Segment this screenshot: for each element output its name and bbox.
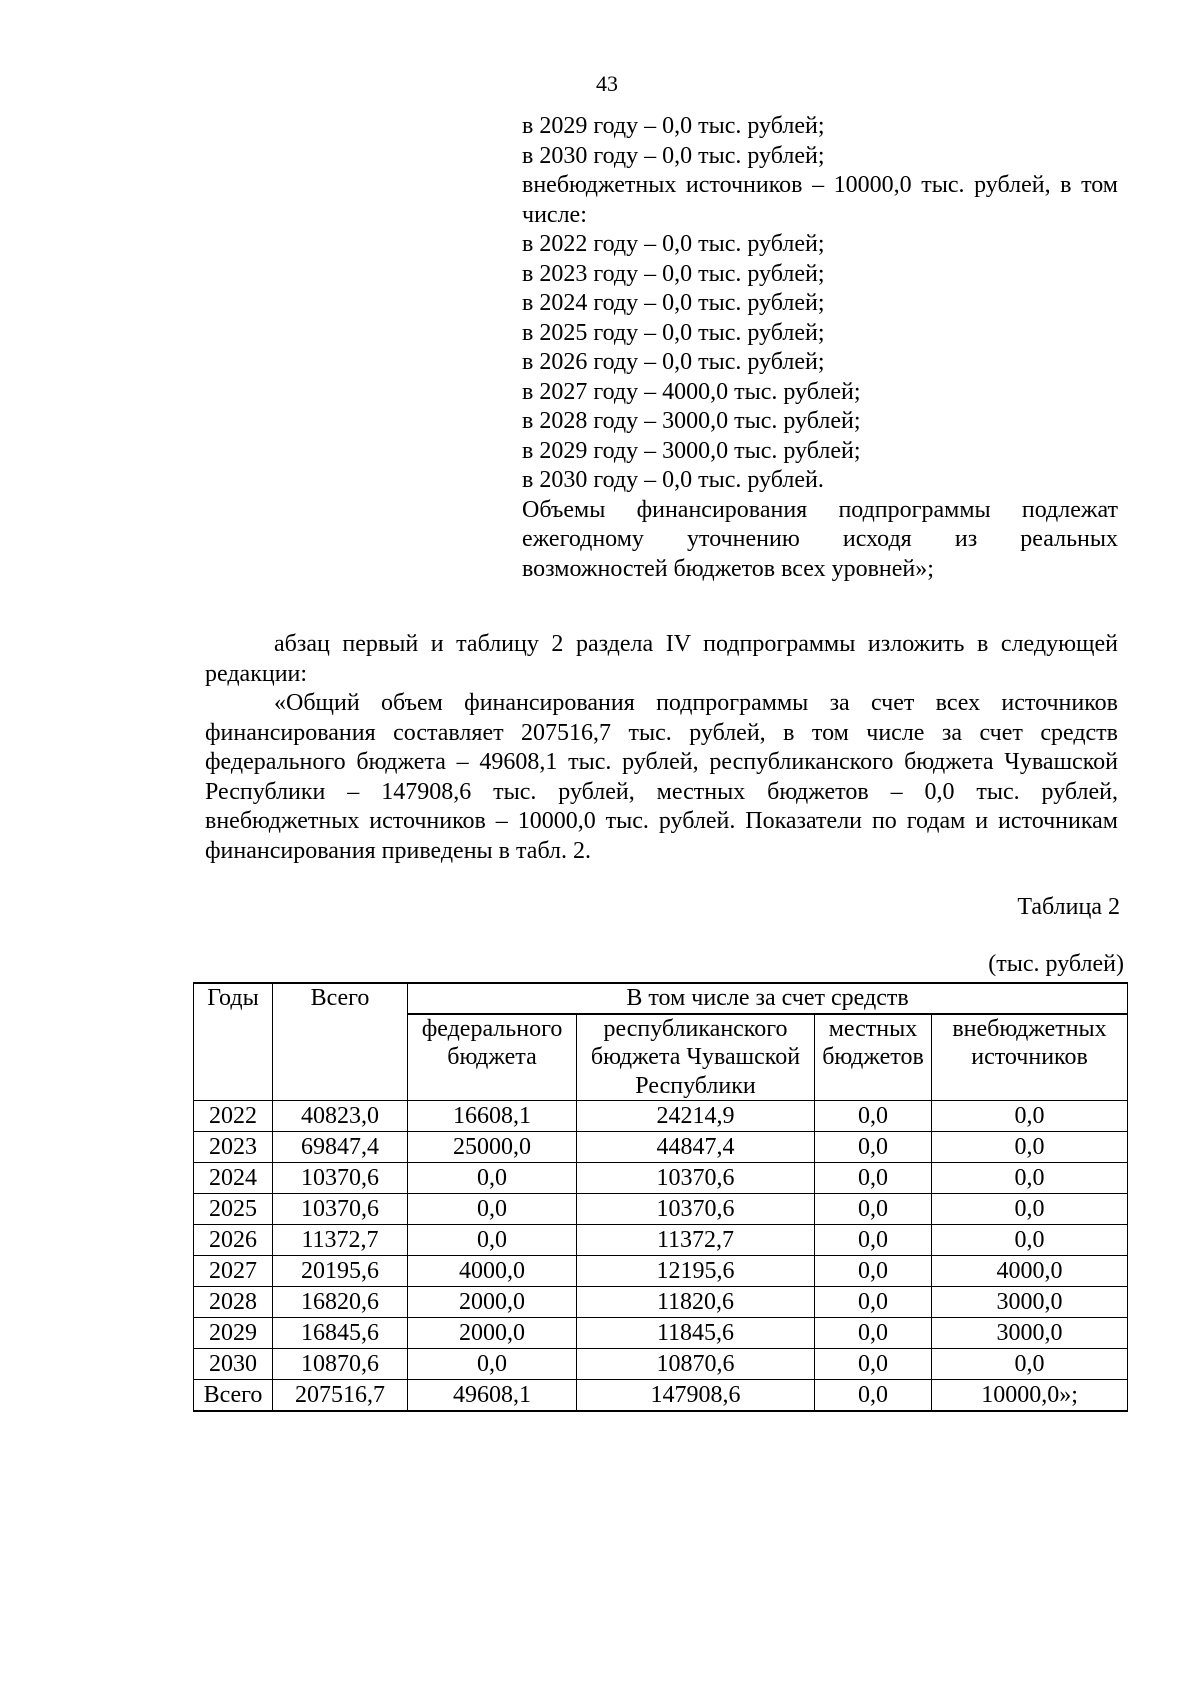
cell-federal: 49608,1 xyxy=(408,1380,577,1412)
cell-extra: 0,0 xyxy=(932,1225,1128,1256)
cell-federal: 4000,0 xyxy=(408,1256,577,1287)
header-total: Всего xyxy=(273,983,408,1101)
cell-republic: 10370,6 xyxy=(577,1194,815,1225)
cell-extra: 3000,0 xyxy=(932,1287,1128,1318)
cell-local: 0,0 xyxy=(815,1256,932,1287)
cell-federal: 2000,0 xyxy=(408,1287,577,1318)
cell-total: 11372,7 xyxy=(273,1225,408,1256)
text-line: в 2029 году – 0,0 тыс. рублей; xyxy=(522,113,825,139)
table-row xyxy=(194,1163,1128,1194)
cell-federal: 0,0 xyxy=(408,1163,577,1194)
cell-total: 10370,6 xyxy=(273,1163,408,1194)
cell-year: 2025 xyxy=(194,1194,273,1225)
cell-year: 2026 xyxy=(194,1225,273,1256)
cell-local: 0,0 xyxy=(815,1287,932,1318)
table-label: Таблица 2 xyxy=(1017,894,1120,920)
cell-local: 0,0 xyxy=(815,1194,932,1225)
year-line: в 2025 году – 0,0 тыс. рублей; xyxy=(522,319,825,346)
cell-total: 40823,0 xyxy=(273,1101,408,1132)
cell-federal: 25000,0 xyxy=(408,1132,577,1163)
year-line: в 2027 году – 4000,0 тыс. рублей; xyxy=(522,378,861,405)
cell-total: 207516,7 xyxy=(273,1380,408,1412)
paragraph-total-funding: «Общий объем финансирования подпрограммы за счет всех источников финансирования составляет 207516,7 тыс. рублей, в том числе за счет средств федерального бюджета – 49608,1 тыс. рублей, республиканского бюджета Чувашской Республики – 147908,6 тыс. рублей, местных бюджетов – 0,0 тыс. рублей, внебюджетных источников – 10000,0 тыс. рублей. Показатели по годам и источникам финансирования приведены в табл. 2. xyxy=(205,690,1118,864)
header-group: В том числе за счет средств xyxy=(408,983,1128,1014)
header-federal: федерального бюджета xyxy=(408,1014,577,1101)
cell-year: 2023 xyxy=(194,1132,273,1163)
cell-republic: 44847,4 xyxy=(577,1132,815,1163)
cell-year: 2027 xyxy=(194,1256,273,1287)
text-line: в 2030 году – 0,0 тыс. рублей; xyxy=(522,142,825,169)
cell-year: 2029 xyxy=(194,1318,273,1349)
table-row xyxy=(194,1225,1128,1256)
table-row xyxy=(194,1132,1128,1163)
cell-total: 16845,6 xyxy=(273,1318,408,1349)
year-line: в 2026 году – 0,0 тыс. рублей; xyxy=(522,349,825,375)
cell-total: 10370,6 xyxy=(273,1194,408,1225)
cell-republic: 10870,6 xyxy=(577,1349,815,1380)
cell-federal: 2000,0 xyxy=(408,1318,577,1349)
cell-federal: 0,0 xyxy=(408,1194,577,1225)
cell-total: 69847,4 xyxy=(273,1132,408,1163)
units-label: (тыс. рублей) xyxy=(988,951,1124,977)
cell-extra: 0,0 xyxy=(932,1349,1128,1380)
cell-federal: 0,0 xyxy=(408,1225,577,1256)
cell-total: 16820,6 xyxy=(273,1287,408,1318)
cell-republic: 11845,6 xyxy=(577,1318,815,1349)
year-line: в 2023 году – 0,0 тыс. рублей; xyxy=(522,260,825,287)
funding-table xyxy=(193,982,1128,1412)
cell-year: 2024 xyxy=(194,1163,273,1194)
right-column-text xyxy=(522,112,1118,584)
cell-extra: 3000,0 xyxy=(932,1318,1128,1349)
cell-federal: 16608,1 xyxy=(408,1101,577,1132)
cell-year: 2022 xyxy=(194,1101,273,1132)
cell-extra: 10000,0»; xyxy=(932,1380,1128,1412)
cell-local: 0,0 xyxy=(815,1349,932,1380)
closing-paragraph: Объемы финансирования подпрограммы подлежат ежегодному уточнению исходя из реальных возможностей бюджетов всех уровней»; xyxy=(522,496,1118,582)
year-line: в 2028 году – 3000,0 тыс. рублей; xyxy=(522,408,861,434)
year-line: в 2024 году – 0,0 тыс. рублей; xyxy=(522,290,825,316)
cell-republic: 11820,6 xyxy=(577,1287,815,1318)
table-row-total xyxy=(194,1380,1128,1412)
page-number: 43 xyxy=(596,71,618,96)
table-row xyxy=(194,1194,1128,1225)
cell-republic: 10370,6 xyxy=(577,1163,815,1194)
extrabudget-intro: внебюджетных источников – 10000,0 тыс. рублей, в том числе: xyxy=(522,172,1118,228)
year-line: в 2030 году – 0,0 тыс. рублей. xyxy=(522,467,824,493)
year-line: в 2029 году – 3000,0 тыс. рублей; xyxy=(522,437,861,464)
cell-local: 0,0 xyxy=(815,1132,932,1163)
header-years: Годы xyxy=(194,983,273,1101)
table-row xyxy=(194,1287,1128,1318)
table-row xyxy=(194,1256,1128,1287)
cell-year: 2028 xyxy=(194,1287,273,1318)
cell-extra: 0,0 xyxy=(932,1194,1128,1225)
cell-total: 10870,6 xyxy=(273,1349,408,1380)
header-extra: внебюджетных источников xyxy=(932,1014,1128,1101)
cell-local: 0,0 xyxy=(815,1225,932,1256)
year-line: в 2022 году – 0,0 тыс. рублей; xyxy=(522,231,825,257)
cell-republic: 147908,6 xyxy=(577,1380,815,1412)
table-row xyxy=(194,1101,1128,1132)
cell-year: 2030 xyxy=(194,1349,273,1380)
cell-local: 0,0 xyxy=(815,1101,932,1132)
cell-local: 0,0 xyxy=(815,1163,932,1194)
cell-republic: 12195,6 xyxy=(577,1256,815,1287)
cell-extra: 0,0 xyxy=(932,1101,1128,1132)
cell-year: Всего xyxy=(194,1380,273,1412)
cell-local: 0,0 xyxy=(815,1380,932,1412)
cell-republic: 11372,7 xyxy=(577,1225,815,1256)
header-local: местных бюджетов xyxy=(815,1014,932,1101)
cell-extra: 0,0 xyxy=(932,1163,1128,1194)
table-row xyxy=(194,1349,1128,1380)
paragraph-amendment: абзац первый и таблицу 2 раздела IV подпрограммы изложить в следующей редакции: xyxy=(205,631,1118,687)
body-text xyxy=(205,630,1118,866)
cell-extra: 0,0 xyxy=(932,1132,1128,1163)
cell-federal: 0,0 xyxy=(408,1349,577,1380)
table-row xyxy=(194,1318,1128,1349)
cell-extra: 4000,0 xyxy=(932,1256,1128,1287)
cell-total: 20195,6 xyxy=(273,1256,408,1287)
cell-republic: 24214,9 xyxy=(577,1101,815,1132)
cell-local: 0,0 xyxy=(815,1318,932,1349)
header-republic: республиканского бюджета Чувашской Республики xyxy=(577,1014,815,1101)
